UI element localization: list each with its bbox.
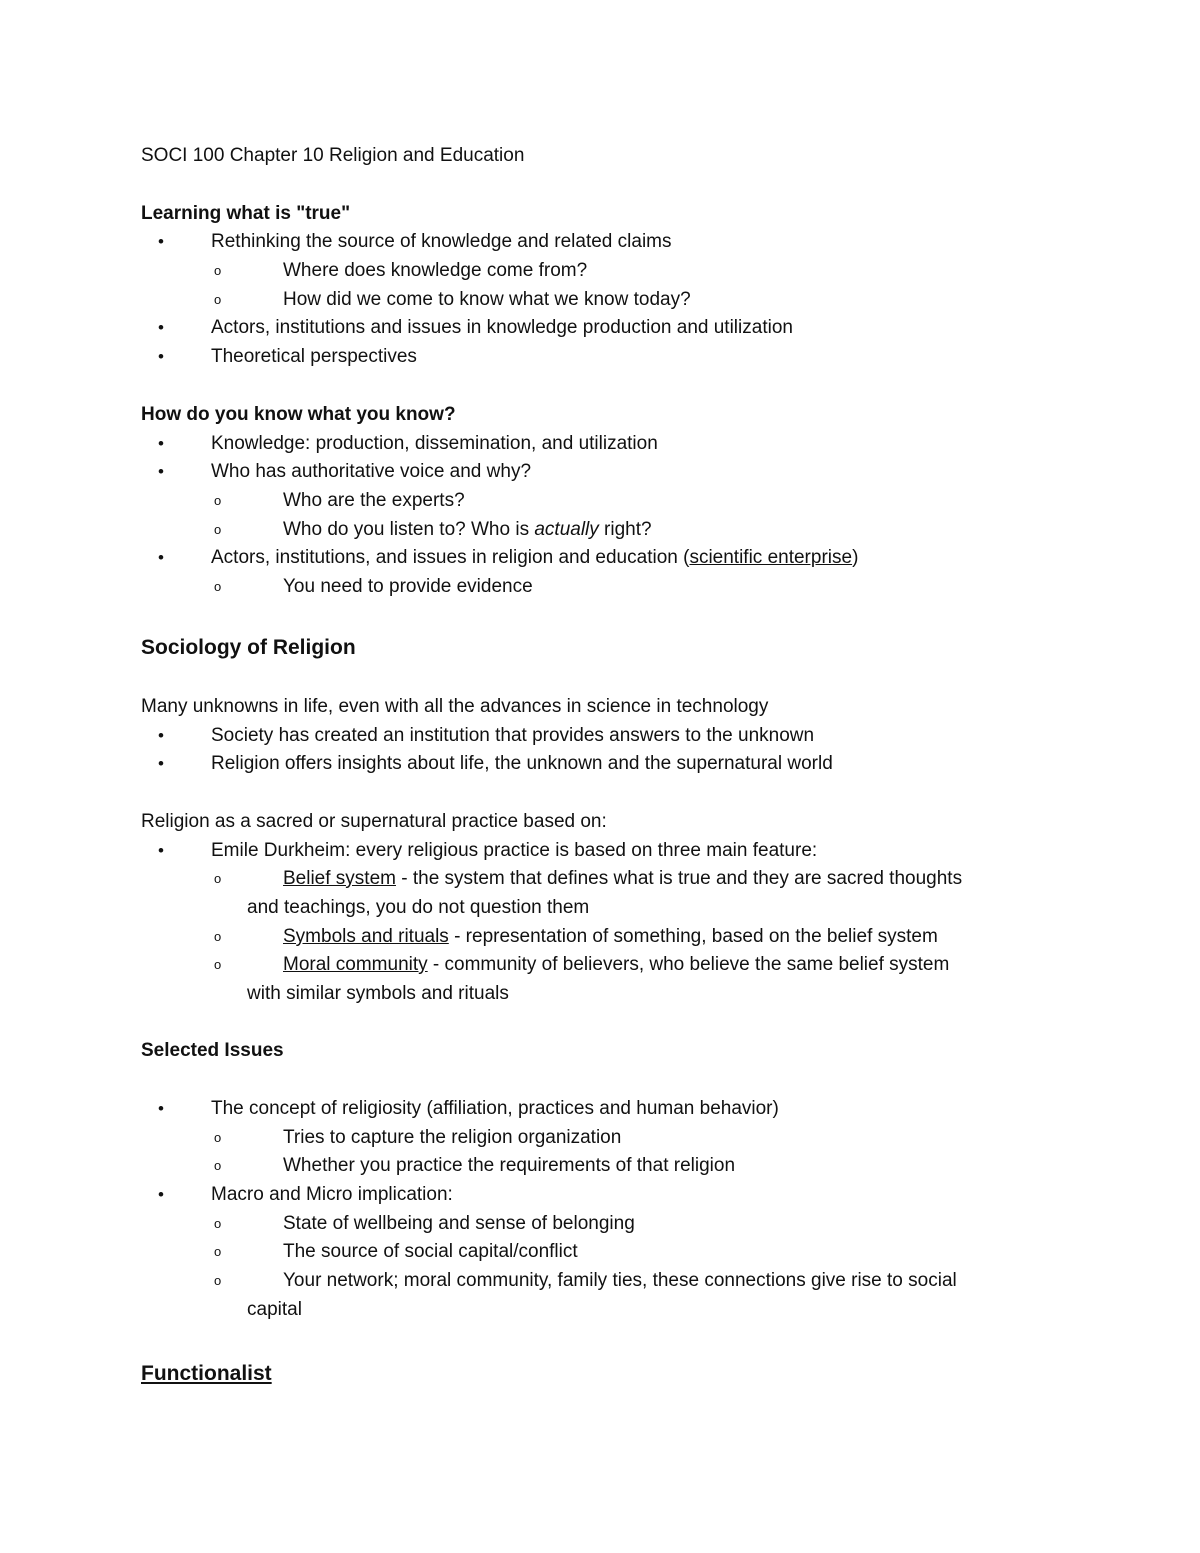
sub-list-item <box>283 518 652 542</box>
bullet-icon: • <box>158 841 164 860</box>
sub-list-item <box>283 925 938 949</box>
text-run: ) <box>852 547 859 568</box>
text-run: Actors, institutions, and issues in religion and education ( <box>211 547 690 568</box>
section-heading-functionalist: Functionalist <box>141 1362 272 1385</box>
section-heading-learning: Learning what is "true" <box>141 203 351 224</box>
paragraph: Many unknowns in life, even with all the advances in science in technology <box>141 696 769 717</box>
list-item: Rethinking the source of knowledge and related claims <box>211 231 672 252</box>
bullet-icon: • <box>158 1099 164 1118</box>
list-item: Emile Durkheim: every religious practice is based on three main feature: <box>211 840 818 861</box>
sub-list-item: Your network; moral community, family ties, these connections give rise to social <box>283 1270 957 1291</box>
sub-list-item-continuation: and teachings, you do not question them <box>247 897 590 918</box>
sub-bullet-icon: o <box>214 1158 222 1173</box>
sub-list-item: State of wellbeing and sense of belonging <box>283 1213 635 1234</box>
list-item: Society has created an institution that provides answers to the unknown <box>211 725 815 746</box>
bullet-icon: • <box>158 462 164 481</box>
bullet-icon: • <box>158 754 164 773</box>
list-item: The concept of religiosity (affiliation, practices and human behavior) <box>211 1098 779 1119</box>
sub-bullet-icon: o <box>214 579 222 594</box>
section-heading-selected-issues: Selected Issues <box>141 1040 284 1061</box>
list-item: Actors, institutions and issues in knowledge production and utilization <box>211 317 793 338</box>
list-item <box>211 546 858 570</box>
sub-list-item: Whether you practice the requirements of that religion <box>283 1155 736 1176</box>
sub-bullet-icon: o <box>214 871 222 886</box>
bullet-icon: • <box>158 347 164 366</box>
sub-bullet-icon: o <box>214 263 222 278</box>
list-item: Macro and Micro implication: <box>211 1184 453 1205</box>
sub-bullet-icon: o <box>214 522 222 537</box>
sub-bullet-icon: o <box>214 493 222 508</box>
underlined-term: scientific enterprise <box>689 547 853 568</box>
sub-bullet-icon: o <box>214 1273 222 1288</box>
bullet-icon: • <box>158 232 164 251</box>
sub-list-item: Where does knowledge come from? <box>283 260 588 281</box>
sub-bullet-icon: o <box>214 957 222 972</box>
sub-list-item-continuation: with similar symbols and rituals <box>247 983 509 1004</box>
bullet-icon: • <box>158 1185 164 1204</box>
underlined-term: Moral community <box>283 954 428 975</box>
underlined-term: Belief system <box>283 868 396 889</box>
sub-bullet-icon: o <box>214 1244 222 1259</box>
bullet-icon: • <box>158 726 164 745</box>
list-item: Knowledge: production, dissemination, and utilization <box>211 433 658 454</box>
sub-bullet-icon: o <box>214 1130 222 1145</box>
sub-list-item: The source of social capital/conflict <box>283 1241 578 1262</box>
sub-bullet-icon: o <box>214 1216 222 1231</box>
sub-bullet-icon: o <box>214 929 222 944</box>
sub-list-item-continuation: capital <box>247 1299 302 1320</box>
emphasis-text: actually <box>534 519 599 540</box>
section-heading-sociology-of-religion: Sociology of Religion <box>141 636 356 659</box>
text-run: right? <box>598 519 652 540</box>
text-run: - representation of something, based on the belief system <box>448 926 938 947</box>
sub-list-item: You need to provide evidence <box>283 576 533 597</box>
text-run: - the system that defines what is true and they are sacred thoughts <box>395 868 963 889</box>
underlined-term: Symbols and rituals <box>283 926 449 947</box>
sub-list-item: Tries to capture the religion organization <box>283 1127 622 1148</box>
list-item: Who has authoritative voice and why? <box>211 461 532 482</box>
bullet-icon: • <box>158 434 164 453</box>
sub-list-item <box>283 953 949 977</box>
bullet-icon: • <box>158 548 164 567</box>
section-heading-how-do-you-know: How do you know what you know? <box>141 404 456 425</box>
paragraph: Religion as a sacred or supernatural practice based on: <box>141 811 607 832</box>
text-run: Who do you listen to? Who is <box>283 519 535 540</box>
bullet-icon: • <box>158 318 164 337</box>
sub-list-item: How did we come to know what we know today? <box>283 289 691 310</box>
list-item: Religion offers insights about life, the unknown and the supernatural world <box>211 753 833 774</box>
document-title: SOCI 100 Chapter 10 Religion and Education <box>141 145 525 166</box>
sub-list-item: Who are the experts? <box>283 490 465 511</box>
list-item: Theoretical perspectives <box>211 346 417 367</box>
sub-list-item <box>283 867 962 891</box>
sub-bullet-icon: o <box>214 292 222 307</box>
text-run: - community of believers, who believe the same belief system <box>427 954 950 975</box>
